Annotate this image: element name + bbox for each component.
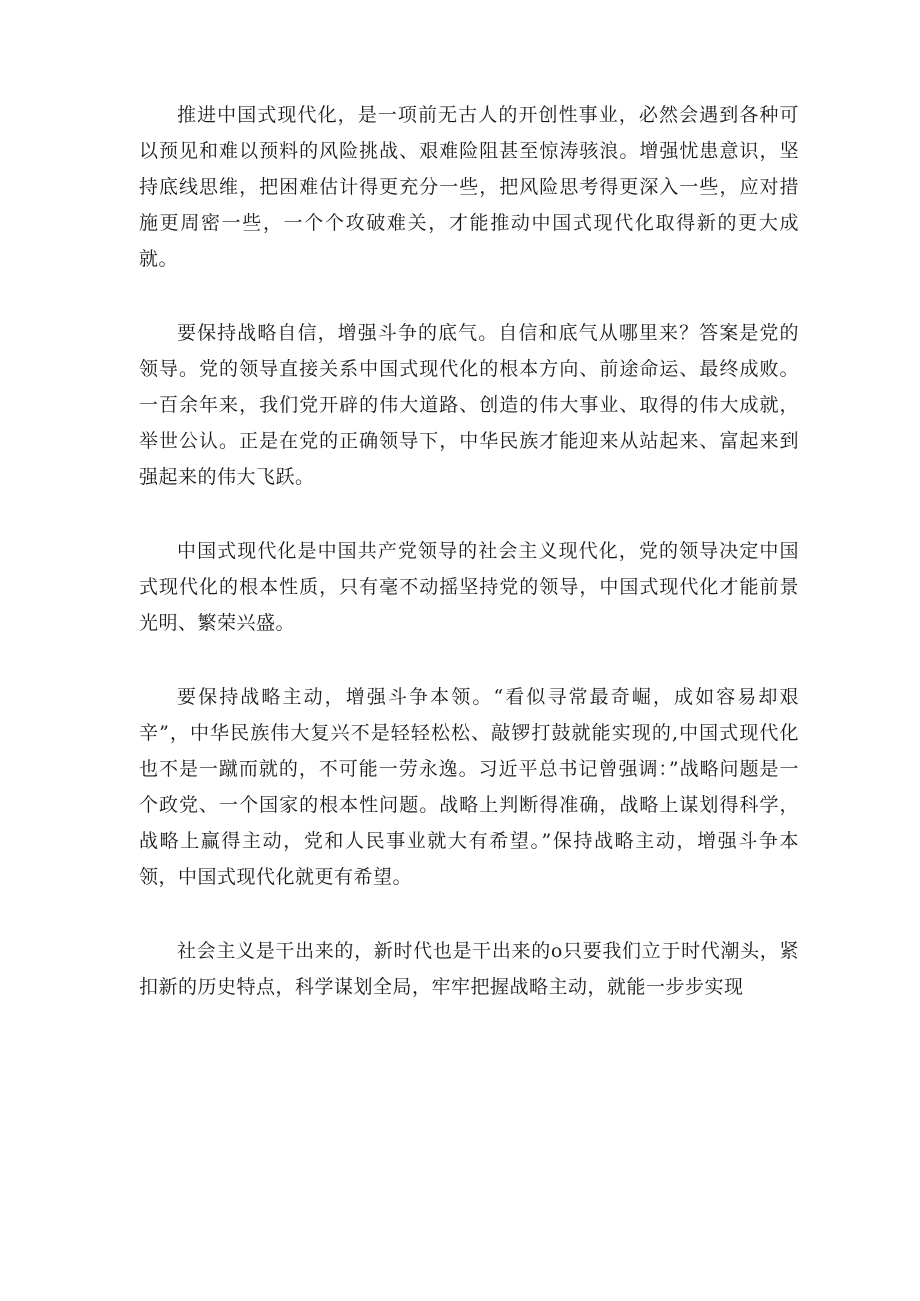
- paragraph-5: 社会主义是干出来的，新时代也是干出来的o只要我们立于时代潮头，紧扣新的历史特点，科学谋划全局，牢牢把握战略主动，就能一步步实现: [139, 940, 799, 998]
- document-body: [139, 97, 799, 1043]
- paragraph-4: 要保持战略主动，增强斗争本领。“看似寻常最奇崛，成如容易却艰辛”，中华民族伟大复兴不是轻轻松松、敲锣打鼓就能实现的,中国式现代化也不是一蹴而就的，不可能一劳永逸。习近平总书记曾强调：”战略问题是一个政党、一个国家的根本性问题。战略上判断得准确，战略上谋划得科学，战略上赢得主动，党和人民事业就大有希望。”保持战略主动，增强斗争本领，中国式现代化就更有希望。: [139, 686, 799, 888]
- paragraph-1: 推进中国式现代化，是一项前无古人的开创性事业，必然会遇到各种可以预见和难以预料的风险挑战、艰难险阻甚至惊涛骇浪。增强忧患意识，坚持底线思维，把困难估计得更充分一些，把风险思考得更深入一些，应对措施更周密一些，一个个攻破难关，才能推动中国式现代化取得新的更大成就。: [139, 104, 799, 270]
- paragraph-2: 要保持战略自信，增强斗争的底气。自信和底气从哪里来？答案是党的领导。党的领导直接关系中国式现代化的根本方向、前途命运、最终成败。一百余年来，我们党开辟的伟大道路、创造的伟大事业、取得的伟大成就，举世公认。正是在党的正确领导下，中华民族才能迎来从站起来、富起来到强起来的伟大飞跃。: [139, 322, 799, 488]
- paragraph-3: 中国式现代化是中国共产党领导的社会主义现代化，党的领导决定中国式现代化的根本性质，只有毫不动摇坚持党的领导，中国式现代化才能前景光明、繁荣兴盛。: [139, 540, 799, 634]
